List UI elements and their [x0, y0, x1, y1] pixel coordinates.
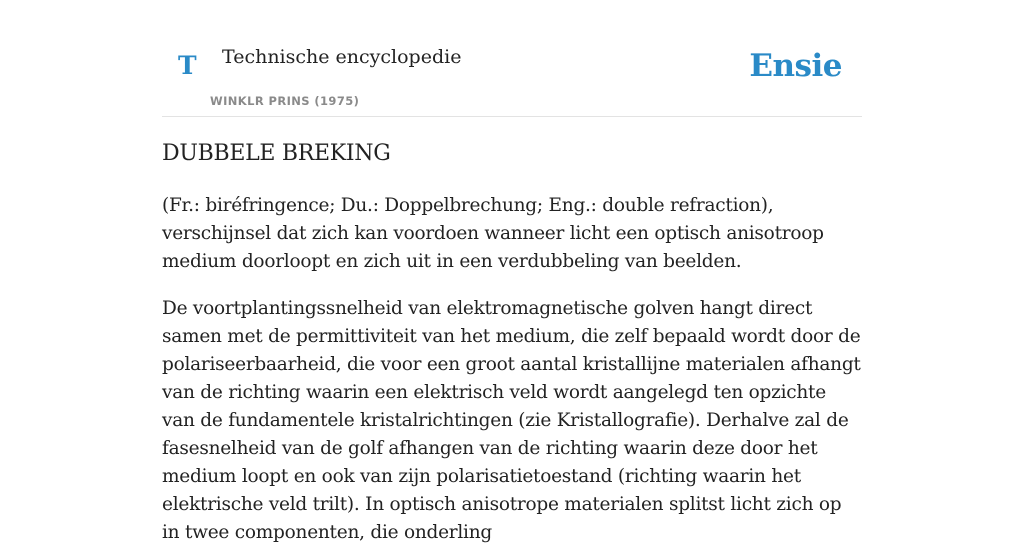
- source-logo[interactable]: T: [178, 51, 197, 80]
- article-paragraph: De voortplantingssnelheid van elektromagnetische golven hangt direct samen met de permittiviteit van het medium, die zelf bepaald wordt door de polariseerbaarheid, die voor een groot aantal kristallijne materialen afhangt van de richting waarin een elektrisch veld wordt aangelegd ten opzichte van de fundamentele kristalrichtingen (zie Kristallografie). Derhalve zal de fasesnelheid van de golf afhangen van de richting waarin deze door het medium loopt en ook van zijn polarisatietoestand (richting waarin het elektrische veld trilt). In optisch anisotrope materialen splitst licht zich op in twee componenten, die onderling: [162, 298, 861, 543]
- article-title: DUBBELE BREKING: [162, 141, 391, 166]
- brand-logo[interactable]: Ensie: [749, 48, 842, 84]
- source-subtitle: WINKLR PRINS (1975): [210, 94, 360, 108]
- article: [162, 138, 864, 547]
- source-title-link[interactable]: Technische encyclopedie: [222, 46, 462, 68]
- article-paragraph: (Fr.: biréfringence; Du.: Doppelbrechung; Eng.: double refraction), verschijnsel dat zich kan voordoen wanneer licht een optisch anisotroop medium doorloopt en zich uit in een verdubbeling van beelden.: [162, 195, 824, 272]
- header: [162, 0, 862, 117]
